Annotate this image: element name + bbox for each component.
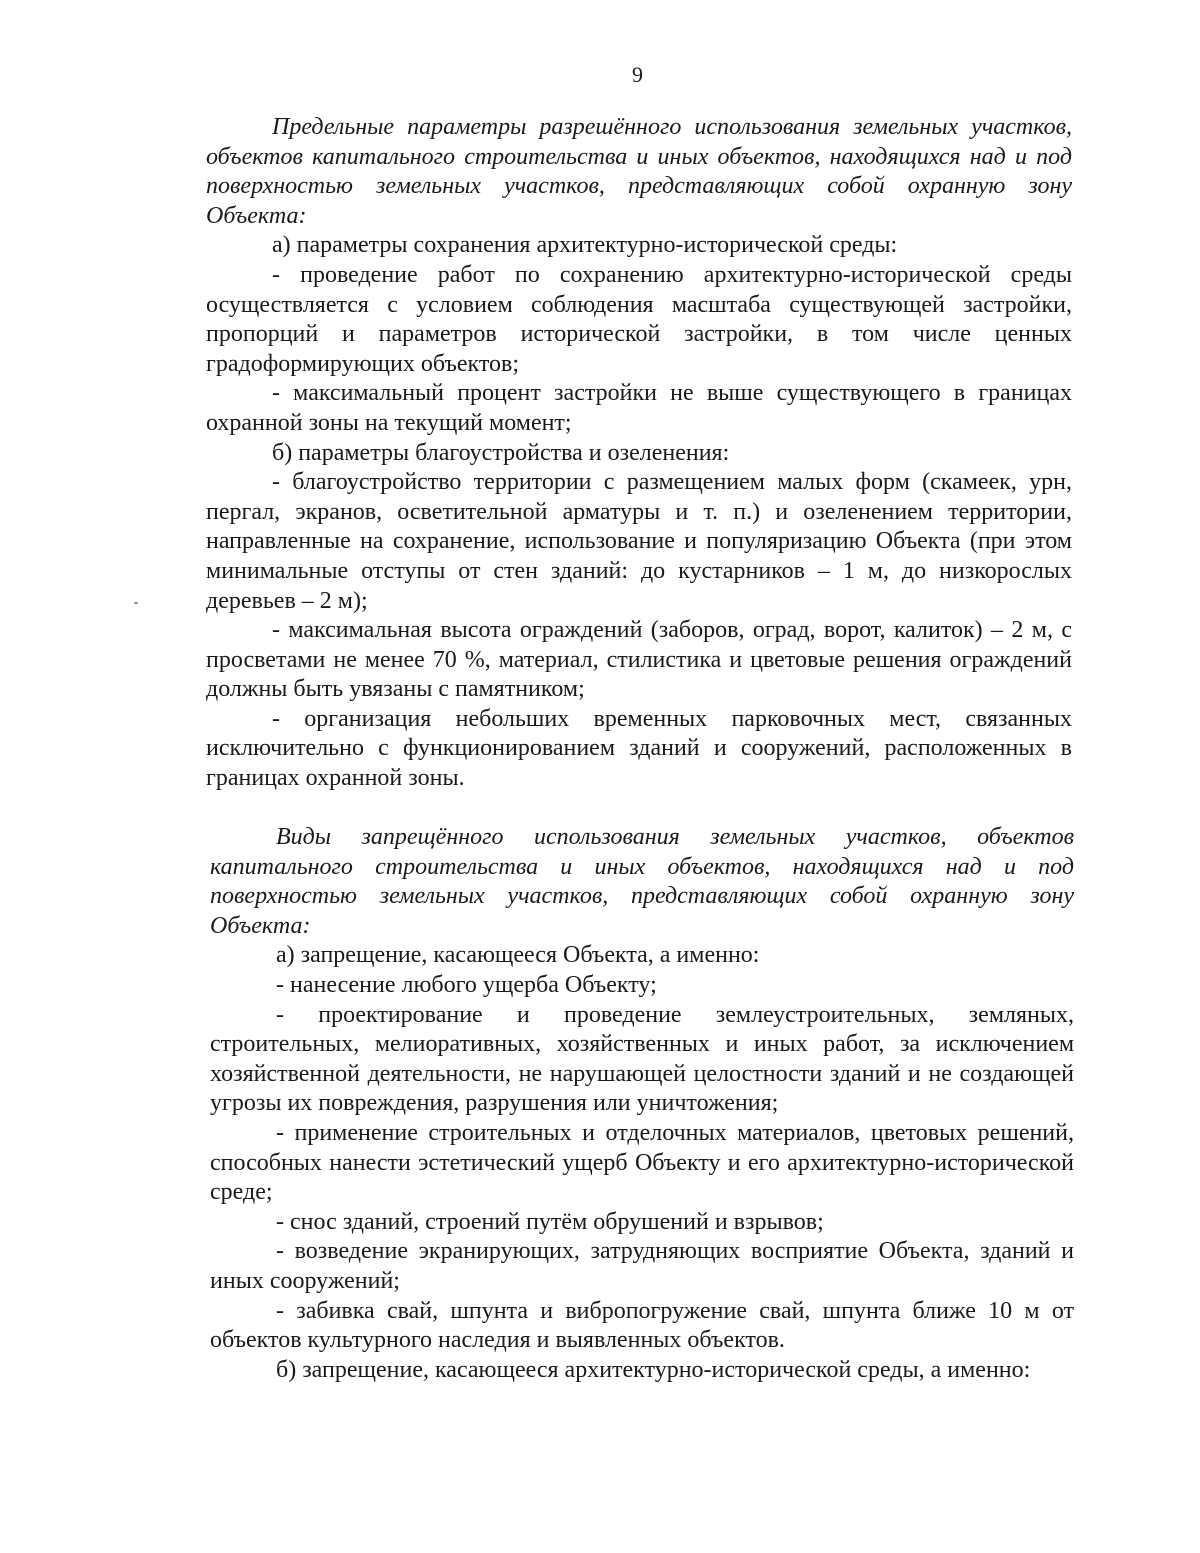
paragraph: а) запрещение, касающееся Объекта, а именно: — [276, 942, 760, 969]
paragraph: - забивка свай, шпунта и вибропогружение свай, шпунта ближе 10 м от объектов культурного наследия и выявленных объектов. — [210, 1297, 1074, 1354]
paragraph: - возведение экранирующих, затрудняющих восприятие Объекта, зданий и иных сооружений; — [210, 1238, 1074, 1294]
section-prohibited-uses — [210, 823, 1074, 1385]
paragraph: б) запрещение, касающееся архитектурно-исторической среды, а именно: — [276, 1356, 1031, 1383]
paragraph: - проведение работ по сохранению архитектурно-исторической среды осуществляется с условием соблюдения масштаба существующей застройки, пропорций и параметров исторической застройки, в том числе ценных градоформирующих объектов; — [206, 261, 1072, 377]
section-heading: Предельные параметры разрешённого использования земельных участков, объектов капитального строительства и иных объектов, находящихся над и под поверхностью земельных участков, представляющих собой охранную зону Объекта: — [206, 114, 1072, 229]
paragraph: б) параметры благоустройства и озеленения: — [272, 439, 730, 466]
paragraph: - организация небольших временных парковочных мест, связанных исключительно с функционированием зданий и сооружений, расположенных в границах охранной зоны. — [206, 705, 1072, 792]
paragraph: а) параметры сохранения архитектурно-исторической среды: — [272, 232, 898, 259]
scan-mark — [134, 602, 138, 604]
section-heading: Виды запрещённого использования земельных участков, объектов капитального строительства и иных объектов, находящихся над и под поверхностью земельных участков, представляющих собой охранную зону Объекта: — [210, 824, 1074, 939]
paragraph: - максимальная высота ограждений (заборов, оград, ворот, калиток) – 2 м, с просветами не менее 70 %, материал, стилистика и цветовые решения ограждений должны быть увязаны с памятником; — [206, 617, 1072, 703]
paragraph: - максимальный процент застройки не выше существующего в границах охранной зоны на текущий момент; — [206, 380, 1072, 436]
paragraph: - проектирование и проведение землеустроительных, земляных, строительных, мелиоративных, хозяйственных и иных работ, за исключением хозяйственной деятельности, не нарушающей целостности зданий и не создающей угрозы их повреждения, разрушения или уничтожения; — [210, 1001, 1074, 1117]
paragraph: - снос зданий, строений путём обрушений и взрывов; — [276, 1208, 824, 1235]
paragraph: - применение строительных и отделочных материалов, цветовых решений, способных нанести эстетический ущерб Объекту и его архитектурно-исторической среде; — [210, 1119, 1074, 1206]
paragraph: - благоустройство территории с размещением малых форм (скамеек, урн, пергал, экранов, осветительной арматуры и т. п.) и озеленением территории, направленные на сохранение, использование и популяризацию Объекта (при этом минимальные отступы от стен зданий: до кустарников – 1 м, до низкорослых деревьев – 2 м); — [206, 469, 1072, 614]
page-number: 9 — [632, 62, 643, 87]
paragraph: - нанесение любого ущерба Объекту; — [276, 971, 657, 998]
section-permitted-parameters — [206, 113, 1072, 794]
